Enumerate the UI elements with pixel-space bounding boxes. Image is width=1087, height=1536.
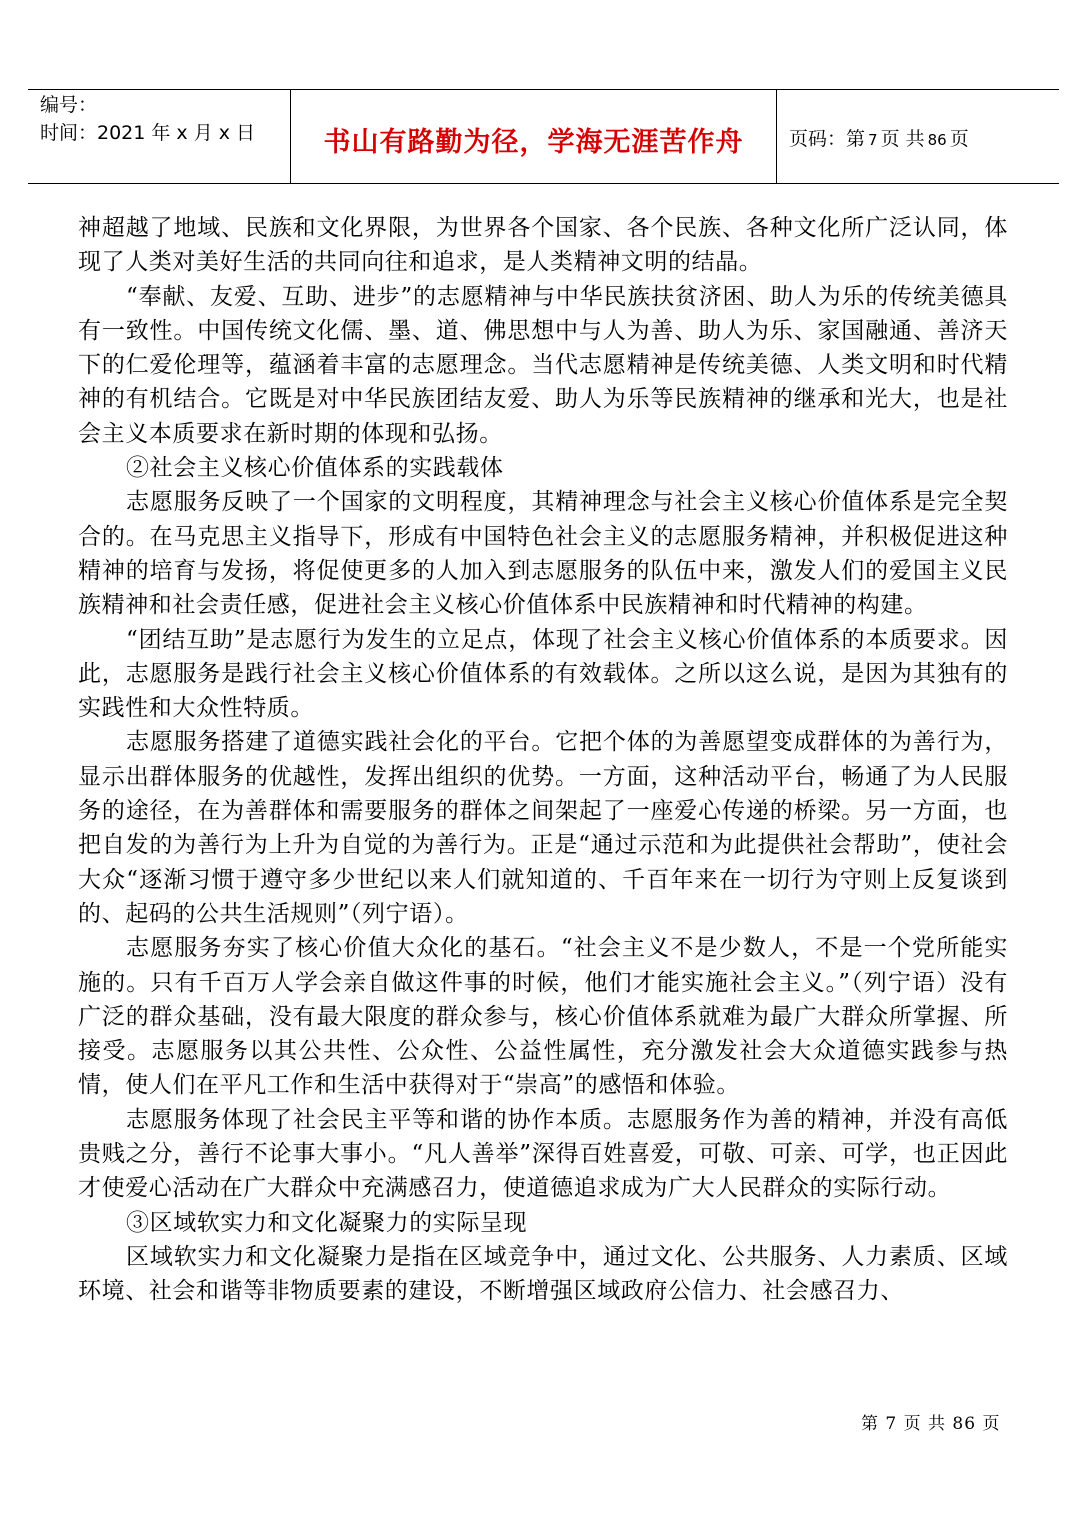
paragraph: 志愿服务反映了一个国家的文明程度，其精神理念与社会主义核心价值体系是完全契合的。在马克思主义指导下，形成有中国特色社会主义的志愿服务精神，并积极促进这种精神的培育与发扬，将促使更多的人加入到志愿服务的队伍中来，激发人们的爱国主义民族精神和社会责任感，促进社会主义核心价值体系中民族精神和时代精神的构建。: [78, 489, 1008, 619]
paragraph: “奉献、友爱、互助、进步”的志愿精神与中华民族扶贫济困、助人为乐的传统美德具有一致性。中国传统文化儒、墨、道、佛思想中与人为善、助人为乐、家国融通、善济天下的仁爱伦理等，蕴涵着丰富的志愿理念。当代志愿精神是传统美德、人类文明和时代精神的有机结合。它既是对中华民族团结友爱、助人为乐等民族精神的继承和光大，也是社会主义本质要求在新时期的体现和弘扬。: [78, 283, 1008, 447]
header-page-cell: [777, 90, 1059, 183]
header-meta-cell: [28, 90, 290, 183]
header-page-number: [789, 124, 969, 151]
document-number-label: 编号：: [40, 94, 98, 116]
section-heading: ③区域软实力和文化凝聚力的实际呈现: [126, 1209, 528, 1236]
document-body: [78, 211, 1008, 1309]
paragraph: 志愿服务搭建了道德实践社会化的平台。它把个体的为善愿望变成群体的为善行为，显示出群体服务的优越性，发挥出组织的优势。一方面，这种活动平台，畅通了为人民服务的途径，在为善群体和需要服务的群体之间架起了一座爱心传递的桥梁。另一方面，也把自发的为善行为上升为自觉的为善行为。正是“通过示范和为此提供社会帮助”，使社会大众“逐渐习惯于遵守多少世纪以来人们就知道的、千百年来在一切行为守则上反复谈到的、起码的公共生活规则”（列宁语）。: [78, 729, 1008, 927]
document-header: [28, 89, 1059, 184]
paragraph: “团结互助”是志愿行为发生的立足点，体现了社会主义核心价值体系的本质要求。因此，志愿服务是践行社会主义核心价值体系的有效载体。之所以这么说，是因为其独有的实践性和大众性特质。: [78, 626, 1008, 722]
header-motto-cell: [290, 90, 777, 183]
page-prefix: 页码：第: [789, 128, 866, 150]
document-time-label: 时间：2021 年 x 月 x 日: [40, 122, 256, 144]
paragraph-continuation: 神超越了地域、民族和文化界限，为世界各个国家、各个民族、各种文化所广泛认同，体现了人类对美好生活的共同向往和追求，是人类精神文明的结晶。: [78, 215, 1008, 276]
header-motto: 书山有路勤为径，学海无涯苦作舟: [323, 127, 744, 158]
section-heading: ②社会主义核心价值体系的实践载体: [126, 455, 504, 482]
paragraph: 志愿服务夯实了核心价值大众化的基石。“社会主义不是少数人，不是一个党所能实施的。只有千百万人学会亲自做这件事的时候，他们才能实施社会主义。”（列宁语）没有广泛的群众基础，没有最大限度的群众参与，核心价值体系就难为最广大群众所掌握、所接受。志愿服务以其公共性、公众性、公益性属性，充分激发社会大众道德实践参与热情，使人们在平凡工作和生活中获得对于“崇高”的感悟和体验。: [78, 935, 1008, 1099]
page-current: 7: [868, 131, 878, 149]
paragraph: 区域软实力和文化凝聚力是指在区域竞争中，通过文化、公共服务、人力素质、区域环境、社会和谐等非物质要素的建设，不断增强区域政府公信力、社会感召力、: [78, 1243, 1008, 1305]
page-middle: 页 共: [880, 128, 925, 150]
paragraph: 志愿服务体现了社会民主平等和谐的协作本质。志愿服务作为善的精神，并没有高低贵贱之分，善行不论事大事小。“凡人善举”深得百姓喜爱，可敬、可亲、可学，也正因此才使爱心活动在广大群众中充满感召力，使道德追求成为广大人民群众的实际行动。: [78, 1106, 1008, 1202]
page-footer: 第 7 页 共 86 页: [861, 1414, 1001, 1434]
page-suffix: 页: [949, 128, 969, 150]
page-total: 86: [927, 131, 947, 149]
